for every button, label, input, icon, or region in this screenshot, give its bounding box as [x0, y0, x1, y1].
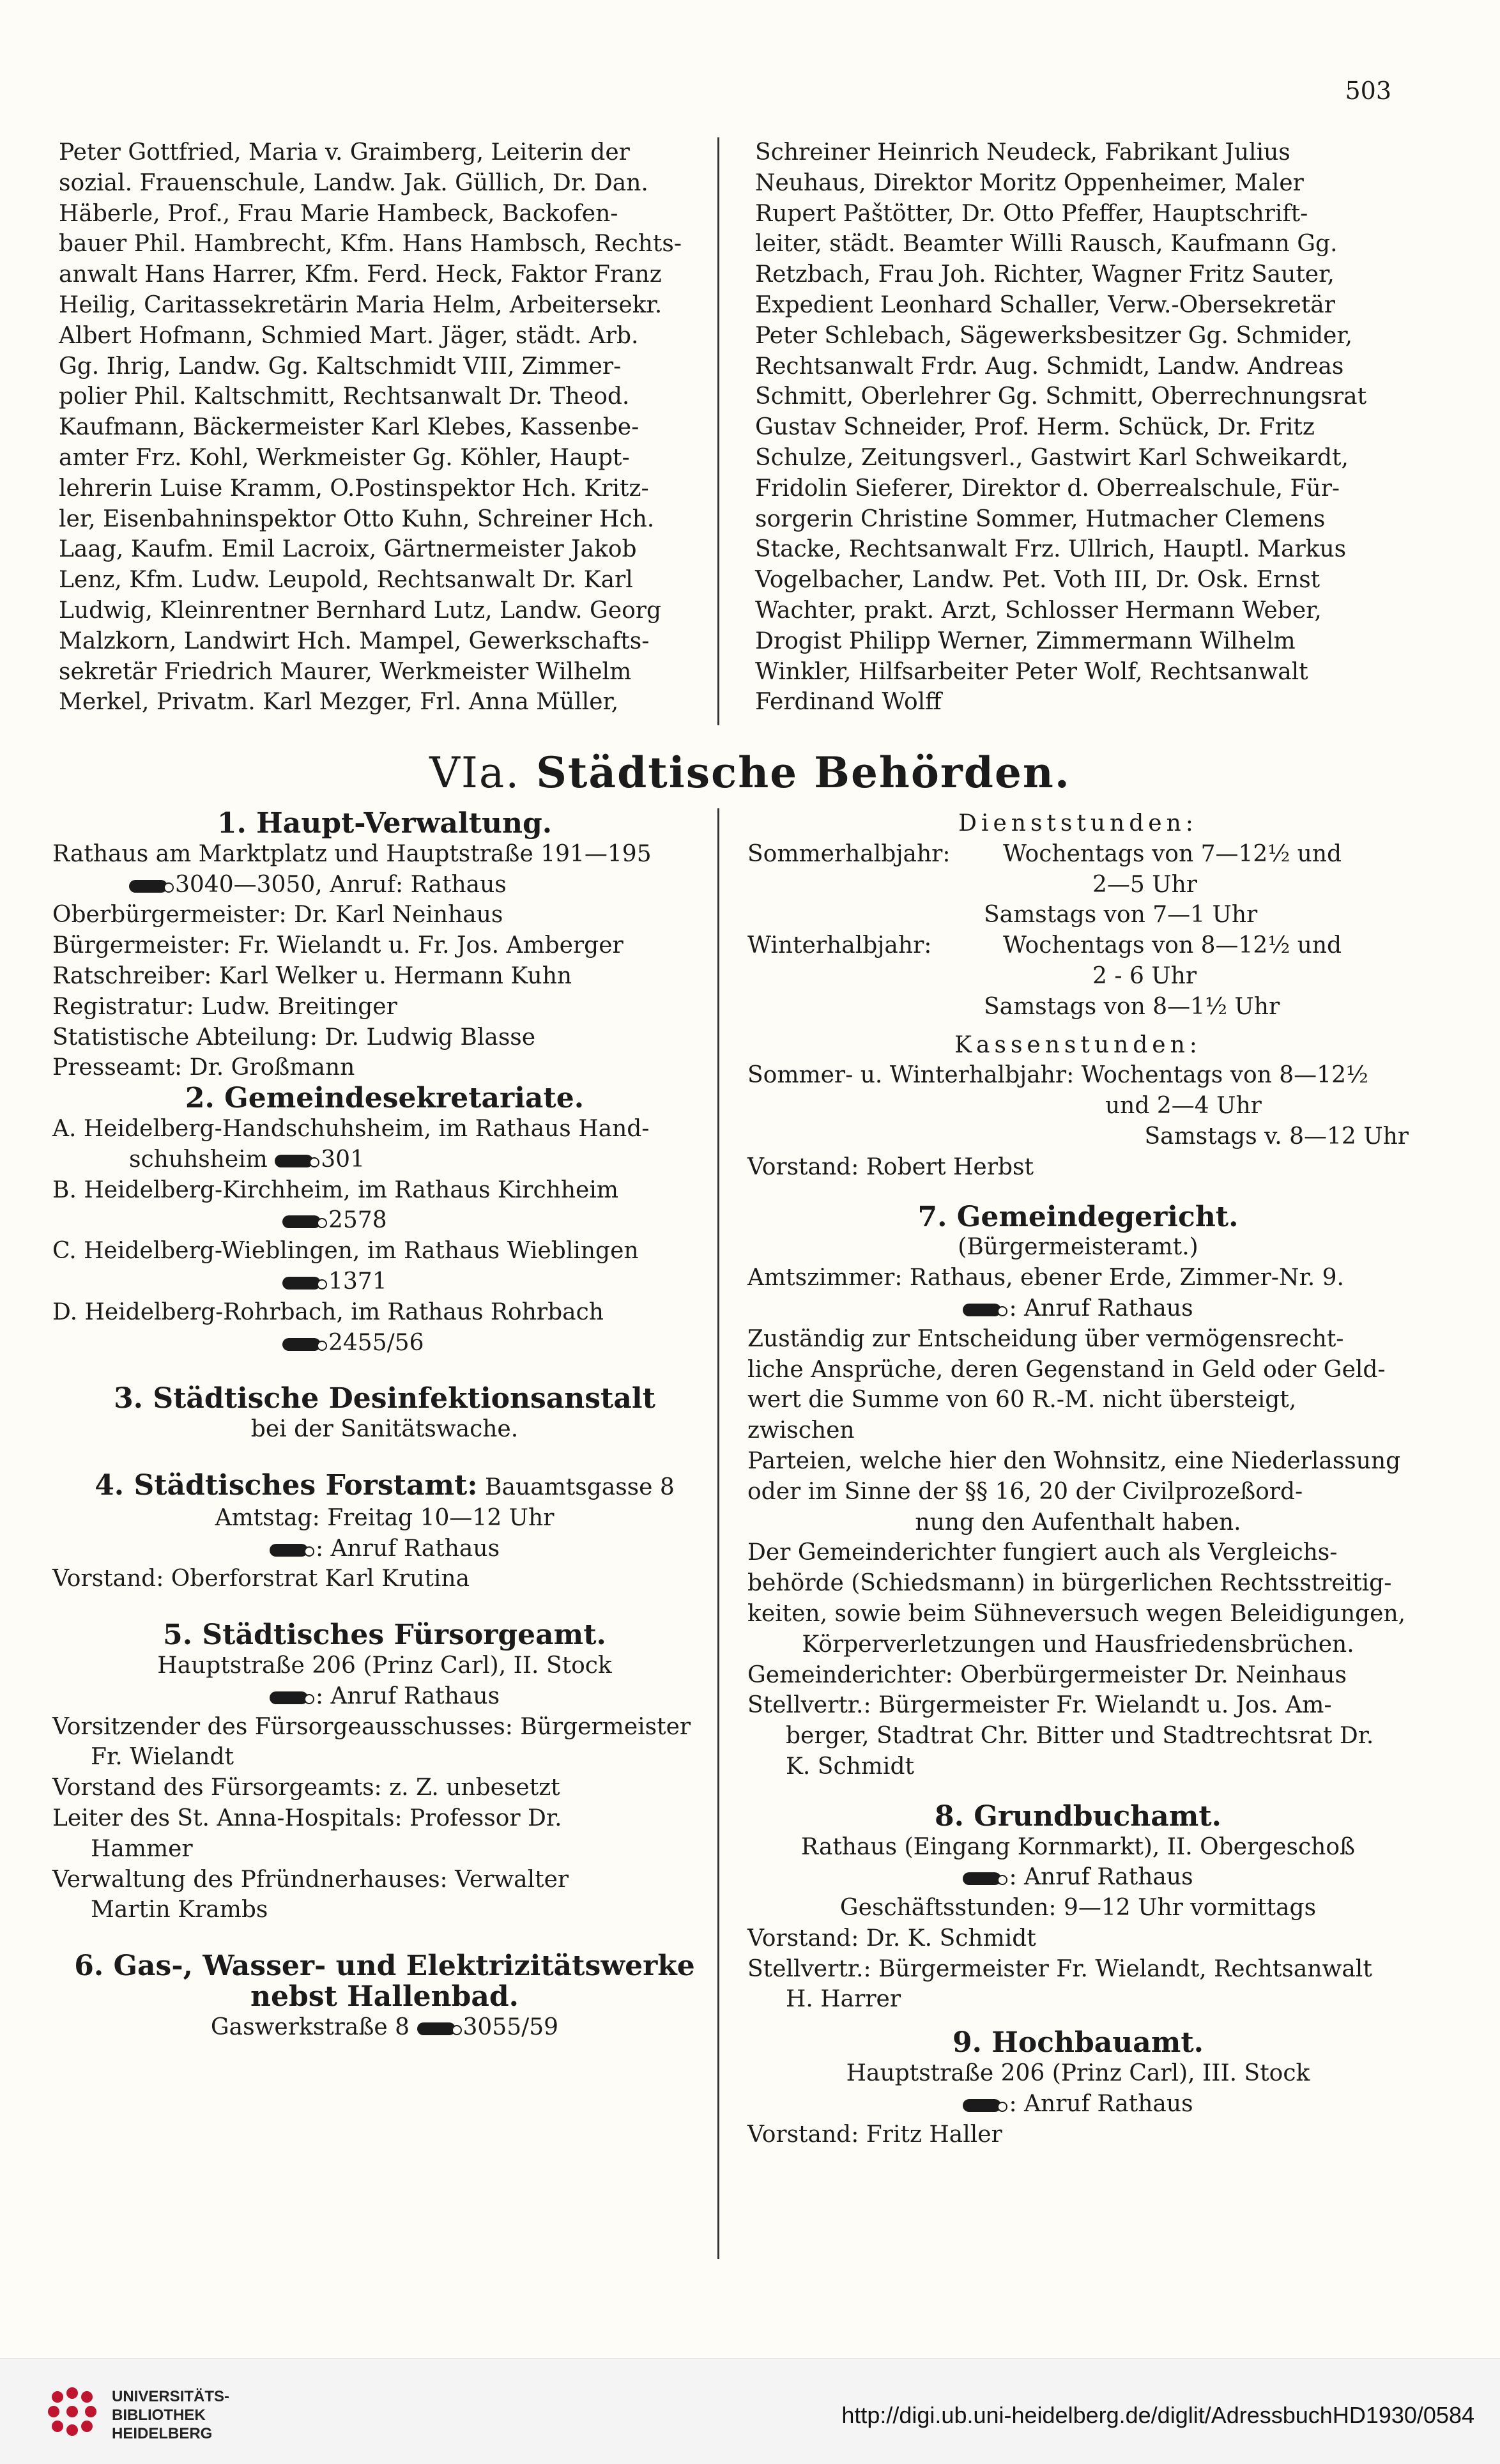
text-line: Samstags v. 8—12 Uhr: [1144, 1123, 1409, 1150]
text-line: Presseamt: Dr. Großmann: [52, 1054, 355, 1081]
text-line: Winkler, Hilfsarbeiter Peter Wolf, Rechtsanwalt: [755, 658, 1308, 685]
text-line: Martin Krambs: [91, 1897, 268, 1923]
telephone-icon: [963, 2099, 1001, 2112]
text-line: Vogelbacher, Landw. Pet. Voth III, Dr. Osk. Ernst: [755, 567, 1320, 594]
section-title: 9. Hochbauamt.: [953, 2026, 1204, 2060]
text-line: Parteien, welche hier den Wohnsitz, eine Niederlassung: [747, 1447, 1401, 1474]
heading-number: VIa.: [429, 748, 521, 797]
text-line: ler, Eisenbahninspektor Otto Kuhn, Schreiner Hch.: [59, 505, 655, 532]
column-divider-top: [717, 137, 719, 725]
text-line: anwalt Hans Harrer, Kfm. Ferd. Heck, Faktor Franz: [59, 261, 662, 288]
section-heading: [0, 748, 1500, 797]
phone-line: 2578: [52, 1205, 717, 1236]
right-column: [747, 808, 1409, 2150]
text-line: K. Schmidt: [786, 1753, 914, 1780]
text-line: Ferdinand Wolff: [755, 689, 942, 716]
text-line: keiten, sowie beim Sühneversuch wegen Beleidigungen,: [747, 1600, 1406, 1627]
section-title: 5. Städtisches Fürsorgeamt.: [163, 1619, 606, 1652]
text-line: sorgerin Christine Sommer, Hutmacher Clemens: [755, 505, 1326, 532]
text-line: liche Ansprüche, deren Gegenstand in Geld oder Geld-: [747, 1356, 1386, 1383]
telephone-icon: [282, 1215, 321, 1228]
text-line: sekretär Friedrich Maurer, Werkmeister Wilhelm: [59, 658, 632, 685]
hours-row: Winterhalbjahr: Wochentags von 8—12½ und: [747, 932, 1342, 959]
text-line: Malzkorn, Landwirt Hch. Mampel, Gewerkschafts-: [59, 628, 650, 654]
text-line: Peter Schlebach, Sägewerksbesitzer Gg. Schmider,: [755, 322, 1353, 349]
text-line: Fr. Wielandt: [91, 1744, 234, 1771]
text-line: sozial. Frauenschule, Landw. Jak. Güllich, Dr. Dan.: [59, 169, 648, 196]
section-title: nebst Hallenbad.: [250, 1980, 519, 2013]
text-line: Vorstand: Oberforstrat Karl Krutina: [52, 1566, 470, 1592]
phone-line: : Anruf Rathaus: [747, 1862, 1409, 1893]
text-line: Gustav Schneider, Prof. Herm. Schück, Dr. Fritz: [755, 414, 1315, 441]
text-line: Schmitt, Oberlehrer Gg. Schmitt, Oberrechnungsrat: [755, 383, 1367, 410]
text-line: Sommer- u. Winterhalbjahr: Wochentags von 8—12½: [747, 1062, 1368, 1089]
text-line: Vorsitzender des Fürsorgeausschusses: Bürgermeister: [52, 1713, 691, 1740]
text-line: Vorstand: Fritz Haller: [747, 2121, 1002, 2148]
text-line: Albert Hofmann, Schmied Mart. Jäger, städt. Arb.: [59, 322, 639, 349]
text-line: A. Heidelberg-Handschuhsheim, im Rathaus Hand-: [52, 1115, 650, 1142]
text-line: Ratschreiber: Karl Welker u. Hermann Kuhn: [52, 962, 572, 989]
text-line: Amtszimmer: Rathaus, ebener Erde, Zimmer-Nr. 9.: [747, 1265, 1344, 1291]
phone-line: 1371: [52, 1267, 717, 1297]
heading-title: Städtische Behörden.: [536, 748, 1071, 797]
library-name: UNIVERSITÄTS- BIBLIOTHEK HEIDELBERG: [112, 2388, 230, 2442]
text-line: Vorstand des Fürsorgeamts: z. Z. unbesetzt: [52, 1775, 560, 1801]
text-line: Leiter des St. Anna-Hospitals: Professor Dr.: [52, 1805, 562, 1831]
telephone-icon: [270, 1544, 308, 1557]
top-left-column: [59, 137, 704, 718]
text-line: Vorstand: Dr. K. Schmidt: [747, 1925, 1036, 1952]
phone-line: : Anruf Rathaus: [747, 2089, 1409, 2120]
library-logo-icon: [45, 2384, 100, 2439]
text-line: Oberbürgermeister: Dr. Karl Neinhaus: [52, 902, 503, 928]
subtitle: bei der Sanitätswache.: [250, 1416, 519, 1443]
phone-line: 3040—3050, Anruf: Rathaus: [52, 870, 717, 900]
text-line: Peter Gottfried, Maria v. Graimberg, Leiterin der: [59, 139, 630, 166]
text-line: Stellvertr.: Bürgermeister Fr. Wielandt u. Jos. Am-: [747, 1692, 1332, 1719]
address: Hauptstraße 206 (Prinz Carl), II. Stock: [157, 1652, 612, 1679]
address: Rathaus (Eingang Kornmarkt), II. Obergeschoß: [800, 1833, 1356, 1860]
text-line: Kaufmann, Bäckermeister Karl Klebes, Kassenbe-: [59, 414, 639, 441]
text-line: Stellvertr.: Bürgermeister Fr. Wielandt, Rechtsanwalt: [747, 1955, 1372, 1982]
text-line: Häberle, Prof., Frau Marie Hambeck, Backofen-: [59, 200, 618, 227]
text-line: Rupert Paštötter, Dr. Otto Pfeffer, Hauptschrift-: [755, 200, 1308, 227]
section-title-line: 4. Städtisches Forstamt: Bauamtsgasse 8: [95, 1468, 675, 1502]
text-line: Drogist Philipp Werner, Zimmermann Wilhelm: [755, 628, 1296, 654]
text-line: D. Heidelberg-Rohrbach, im Rathaus Rohrbach: [52, 1298, 604, 1325]
telephone-icon: [963, 1872, 1001, 1885]
section-title: 1. Haupt-Verwaltung.: [217, 807, 553, 840]
phone-line: schuhsheim 301: [129, 1146, 365, 1173]
text-line: berger, Stadtrat Chr. Bitter und Stadtrechtsrat Dr.: [786, 1723, 1374, 1750]
text-line: Amtstag: Freitag 10—12 Uhr: [215, 1504, 555, 1531]
text-line: leiter, städt. Beamter Willi Rausch, Kaufmann Gg.: [755, 231, 1338, 258]
section-title: 8. Grundbuchamt.: [934, 1799, 1221, 1833]
text-line: C. Heidelberg-Wieblingen, im Rathaus Wieblingen: [52, 1238, 639, 1265]
text-line: Zuständig zur Entscheidung über vermögensrecht-: [747, 1325, 1344, 1352]
hours-row: Sommerhalbjahr: Wochentags von 7—12½ und: [747, 840, 1342, 867]
phone-line: : Anruf Rathaus: [52, 1534, 717, 1564]
text-line: nung den Aufenthalt haben.: [915, 1509, 1241, 1536]
text-line: 2 - 6 Uhr: [1092, 962, 1197, 989]
text-line: 2—5 Uhr: [1092, 871, 1197, 898]
text-line: bauer Phil. Hambrecht, Kfm. Hans Hambsch, Rechts-: [59, 231, 682, 258]
text-line: Hammer: [91, 1835, 193, 1862]
text-line: Neuhaus, Direktor Moritz Oppenheimer, Maler: [755, 169, 1304, 196]
text-line: Laag, Kaufm. Emil Lacroix, Gärtnermeister Jakob: [59, 536, 637, 563]
page-number: 503: [1345, 77, 1391, 105]
source-url-link[interactable]: http://digi.ub.uni-heidelberg.de/diglit/AdressbuchHD1930/0584: [841, 2402, 1474, 2428]
text-line: Der Gemeinderichter fungiert auch als Vergleichs-: [747, 1539, 1338, 1566]
text-line: Retzbach, Frau Joh. Richter, Wagner Fritz Sauter,: [755, 261, 1335, 288]
text-line: und 2—4 Uhr: [1105, 1093, 1262, 1120]
text-line: Geschäftsstunden: 9—12 Uhr vormittags: [839, 1895, 1317, 1921]
text-line: wert die Summe von 60 R.-M. nicht übersteigt, zwischen: [747, 1387, 1297, 1444]
text-line: Gemeinderichter: Oberbürgermeister Dr. Neinhaus: [747, 1661, 1347, 1688]
text-line: Stacke, Rechtsanwalt Frz. Ullrich, Hauptl. Markus: [755, 536, 1347, 563]
text-line: Bürgermeister: Fr. Wielandt u. Fr. Jos. Amberger: [52, 932, 624, 959]
text-line: behörde (Schiedsmann) in bürgerlichen Rechtsstreitig-: [747, 1570, 1392, 1597]
text-line: Gg. Ihrig, Landw. Gg. Kaltschmidt VIII, Zimmer-: [59, 353, 622, 380]
text-line: Rechtsanwalt Frdr. Aug. Schmidt, Landw. Andreas: [755, 353, 1344, 380]
text-line: Lenz, Kfm. Ludw. Leupold, Rechtsanwalt Dr. Karl: [59, 567, 633, 594]
left-column: [52, 808, 717, 2042]
subtitle: Dienststunden:: [958, 810, 1198, 836]
phone-line: : Anruf Rathaus: [52, 1681, 717, 1712]
telephone-icon: [270, 1691, 308, 1704]
address: Hauptstraße 206 (Prinz Carl), III. Stock: [846, 2060, 1310, 2087]
telephone-icon: [282, 1277, 321, 1290]
phone-line: 2455/56: [52, 1328, 717, 1359]
text-line: Samstags von 8—1½ Uhr: [984, 993, 1280, 1020]
telephone-icon: [963, 1304, 1001, 1316]
column-divider-bottom: [717, 808, 719, 2259]
telephone-icon: [129, 880, 167, 893]
section-title: 6. Gas-, Wasser- und Elektrizitätswerke: [74, 1950, 695, 1983]
section-title: 3. Städtische Desinfektionsanstalt: [114, 1382, 655, 1415]
text-line: Fridolin Sieferer, Direktor d. Oberrealschule, Für-: [755, 475, 1340, 502]
section-title: 2. Gemeindesekretariate.: [185, 1082, 585, 1115]
telephone-icon: [282, 1338, 321, 1351]
text-line: amter Frz. Kohl, Werkmeister Gg. Köhler, Haupt-: [59, 444, 630, 471]
subtitle: Kassenstunden:: [954, 1031, 1202, 1058]
telephone-icon: [417, 2022, 455, 2035]
phone-line: : Anruf Rathaus: [747, 1293, 1409, 1324]
text-line: Ludwig, Kleinrentner Bernhard Lutz, Landw. Georg: [59, 597, 662, 624]
text-line: Expedient Leonhard Schaller, Verw.-Obersekretär: [755, 291, 1335, 318]
text-line: Schulze, Zeitungsverl., Gastwirt Karl Schweikardt,: [755, 444, 1349, 471]
text-line: Verwaltung des Pfründnerhauses: Verwalter: [52, 1866, 569, 1893]
text-line: polier Phil. Kaltschmitt, Rechtsanwalt Dr. Theod.: [59, 383, 630, 410]
text-line: Körperverletzungen und Hausfriedensbrüchen.: [802, 1631, 1354, 1658]
text-line: Samstags von 7—1 Uhr: [984, 902, 1258, 928]
text-line: Heilig, Caritassekretärin Maria Helm, Arbeitersekr.: [59, 291, 662, 318]
telephone-icon: [275, 1155, 313, 1167]
text-line: B. Heidelberg-Kirchheim, im Rathaus Kirchheim: [52, 1176, 618, 1203]
text-line: Registratur: Ludw. Breitinger: [52, 993, 397, 1020]
text-line: Schreiner Heinrich Neudeck, Fabrikant Julius: [755, 139, 1290, 166]
text-line: Statistische Abteilung: Dr. Ludwig Blasse: [52, 1024, 536, 1051]
text-line: lehrerin Luise Kramm, O.Postinspektor Hch. Kritz-: [59, 475, 649, 502]
phone-line: Gaswerkstraße 8 3055/59: [210, 2014, 559, 2040]
top-right-column: [755, 137, 1400, 718]
subtitle: (Bürgermeisteramt.): [958, 1234, 1198, 1261]
address: Rathaus am Marktplatz und Hauptstraße 191—195: [52, 840, 652, 867]
text-line: Wachter, prakt. Arzt, Schlosser Hermann Weber,: [755, 597, 1322, 624]
footer-bar: [0, 2358, 1500, 2464]
section-title: 7. Gemeindegericht.: [917, 1200, 1239, 1233]
text-line: Vorstand: Robert Herbst: [747, 1153, 1034, 1180]
text-line: H. Harrer: [786, 1986, 901, 2013]
text-line: Merkel, Privatm. Karl Mezger, Frl. Anna Müller,: [59, 689, 619, 716]
text-line: oder im Sinne der §§ 16, 20 der Civilprozeßord-: [747, 1478, 1303, 1505]
